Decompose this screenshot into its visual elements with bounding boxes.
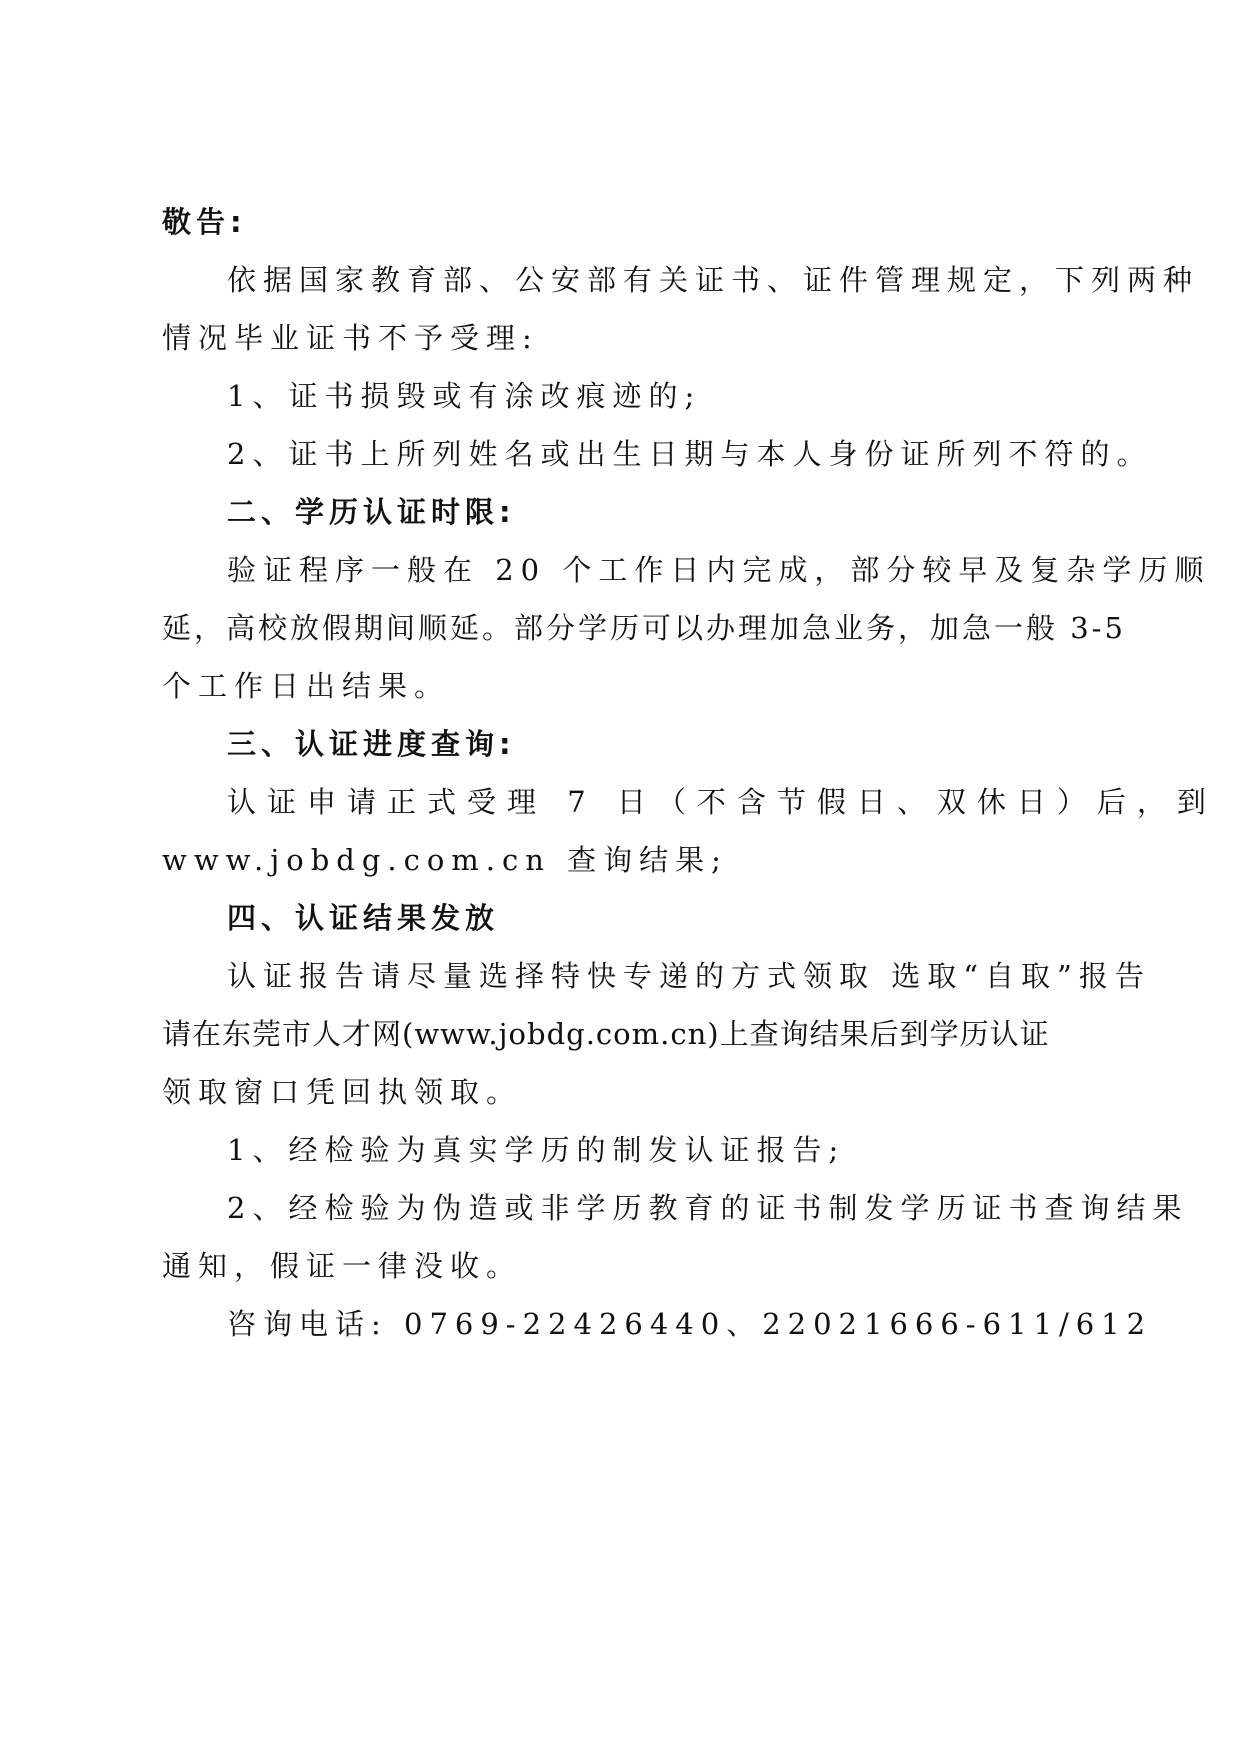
section4-line1: 认证报告请尽量选择特快专递的方式领取 选取“自取”报告 bbox=[227, 959, 1151, 993]
section4-item-2-line1: 2、经检验为伪造或非学历教育的证书制发学历证书查询结果 bbox=[227, 1191, 1189, 1225]
notice-title: 敬告: bbox=[162, 205, 247, 239]
section3-line2: www.jobdg.com.cn 查询结果; bbox=[162, 843, 728, 877]
section4-item-1: 1、经检验为真实学历的制发认证报告; bbox=[227, 1133, 846, 1167]
section4-heading: 四、认证结果发放 bbox=[227, 901, 500, 935]
section3-heading: 三、认证进度查询: bbox=[227, 727, 516, 761]
notice-intro-line2: 情况毕业证书不予受理: bbox=[162, 321, 539, 355]
notice-intro-line1: 依据国家教育部、公安部有关证书、证件管理规定，下列两种 bbox=[227, 263, 1200, 297]
section4-line2: 请在东莞市人才网(www.jobdg.com.cn)上查询结果后到学历认证 bbox=[162, 1017, 1050, 1051]
section4-line3: 领取窗口凭回执领取。 bbox=[162, 1075, 523, 1109]
contact-phone: 咨询电话: 0769-22426440、22021666-611/612 bbox=[227, 1307, 1153, 1341]
notice-item-1: 1、证书损毁或有涂改痕迹的; bbox=[227, 379, 702, 413]
notice-item-2: 2、证书上所列姓名或出生日期与本人身份证所列不符的。 bbox=[227, 437, 1153, 471]
section2-line3: 个工作日出结果。 bbox=[162, 669, 451, 703]
section2-heading: 二、学历认证时限: bbox=[227, 495, 516, 529]
section2-line1: 验证程序一般在 20 个工作日内完成，部分较早及复杂学历顺 bbox=[227, 553, 1211, 587]
section3-line1: 认证申请正式受理 7 日（不含节假日、双休日）后，到 bbox=[227, 785, 1217, 819]
section4-item-2-line2: 通知，假证一律没收。 bbox=[162, 1249, 523, 1283]
section2-line2: 延，高校放假期间顺延。部分学历可以办理加急业务，加急一般 3-5 bbox=[162, 611, 1126, 645]
